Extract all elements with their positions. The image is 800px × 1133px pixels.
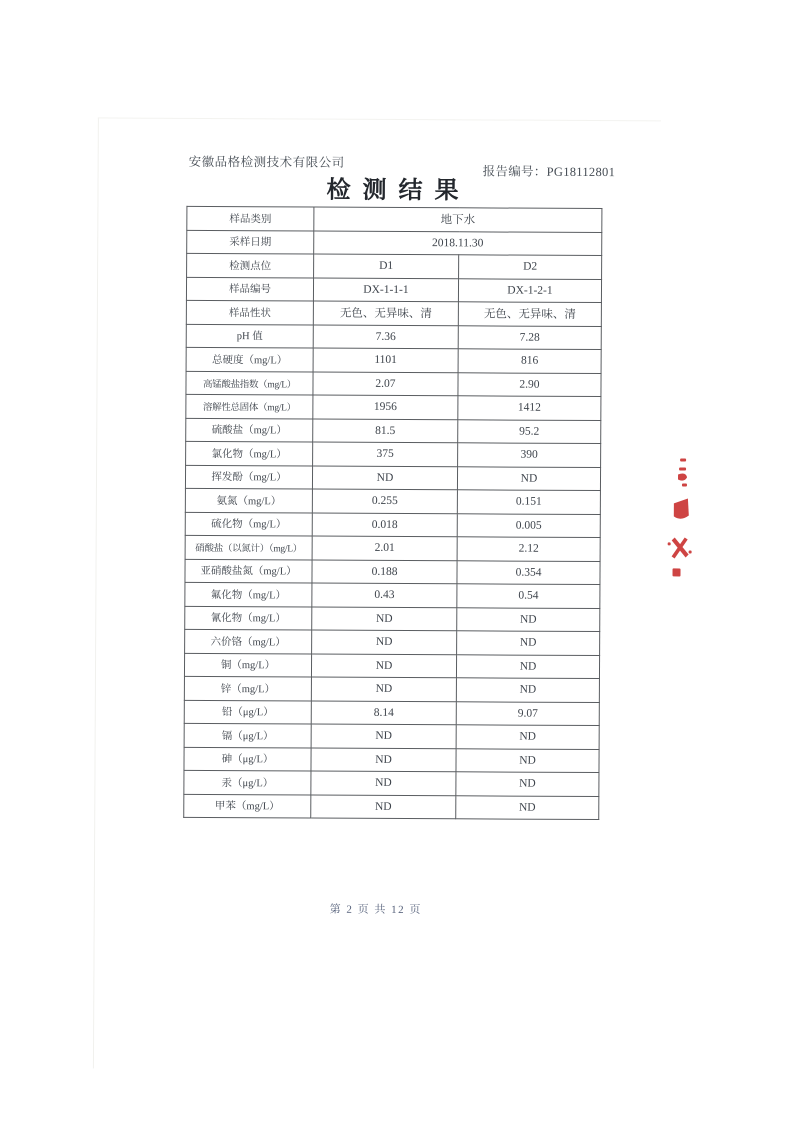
table-row xyxy=(184,770,599,796)
table-row xyxy=(186,277,601,303)
row-label: 砷（μg/L） xyxy=(184,747,311,771)
table-row xyxy=(185,559,600,585)
row-value-d1: 375 xyxy=(313,442,458,466)
row-value-d1: D1 xyxy=(314,254,459,278)
row-label: 采样日期 xyxy=(187,230,314,254)
row-value-d2: 0.354 xyxy=(457,560,600,584)
row-value-d2: ND xyxy=(456,748,599,772)
row-value-d1: ND xyxy=(312,630,457,654)
row-value-d2: 0.54 xyxy=(457,584,600,608)
row-label: 镉（μg/L） xyxy=(184,723,311,747)
row-value-d1: 0.018 xyxy=(312,513,457,537)
row-value-d2: 0.151 xyxy=(457,490,600,514)
row-value-d1: ND xyxy=(311,724,456,748)
table-row xyxy=(184,794,599,820)
row-value-d1: 7.36 xyxy=(313,325,458,349)
row-value-merged: 地下水 xyxy=(314,207,602,232)
row-label: 样品编号 xyxy=(186,277,313,301)
row-value-d1: 0.188 xyxy=(312,560,457,584)
row-label: 样品性状 xyxy=(186,300,313,324)
row-value-d1: ND xyxy=(311,748,456,772)
row-value-d1: 0.255 xyxy=(312,489,457,513)
table-row xyxy=(186,394,601,420)
row-value-d2: 7.28 xyxy=(458,325,601,349)
row-value-d1: ND xyxy=(311,677,456,701)
row-label: 总硬度（mg/L） xyxy=(186,347,313,371)
row-value-d1: 2.07 xyxy=(313,372,458,396)
row-value-d1: 2.01 xyxy=(312,536,457,560)
row-value-d2: 95.2 xyxy=(458,419,601,443)
row-label: 硫酸盐（mg/L） xyxy=(186,418,313,442)
row-label: 高锰酸盐指数（mg/L） xyxy=(186,371,313,395)
row-value-d1: ND xyxy=(311,795,456,819)
row-label: 溶解性总固体（mg/L） xyxy=(186,394,313,418)
table-row xyxy=(185,512,600,538)
table-row xyxy=(185,535,600,561)
row-label: 甲苯（mg/L） xyxy=(184,794,311,818)
row-value-d1: 8.14 xyxy=(311,701,456,725)
table-row xyxy=(185,488,600,514)
table-row xyxy=(186,418,601,444)
row-value-d2: ND xyxy=(456,678,599,702)
row-value-d2: 816 xyxy=(458,349,601,373)
row-value-d2: ND xyxy=(457,631,600,655)
row-value-d1: 0.43 xyxy=(312,583,457,607)
row-label: 六价铬（mg/L） xyxy=(185,629,312,653)
company-name: 安徽品格检测技术有限公司 xyxy=(188,154,345,170)
row-value-d2: ND xyxy=(457,607,600,631)
table-row xyxy=(185,465,600,491)
row-value-d1: 1956 xyxy=(313,395,458,419)
row-label: 铅（μg/L） xyxy=(184,700,311,724)
table-row xyxy=(185,629,600,655)
row-value-d2: 1412 xyxy=(458,396,601,420)
table-row xyxy=(184,676,599,702)
row-label: 硫化物（mg/L） xyxy=(185,512,312,536)
row-value-d2: 2.12 xyxy=(457,537,600,561)
row-value-d2: ND xyxy=(456,795,599,819)
table-row xyxy=(187,206,602,232)
table-row xyxy=(184,723,599,749)
row-label: 亚硝酸盐氮（mg/L） xyxy=(185,559,312,583)
report-number-label: 报告编号： xyxy=(482,164,547,179)
row-value-d2: D2 xyxy=(459,255,602,279)
row-label: 硝酸盐（以氮计）（mg/L） xyxy=(185,535,312,559)
table-row xyxy=(186,324,601,350)
row-value-d1: 1101 xyxy=(313,348,458,372)
row-label: 锌（mg/L） xyxy=(184,676,311,700)
row-value-d2: 390 xyxy=(458,443,601,467)
table-row xyxy=(186,441,601,467)
row-value-d2: ND xyxy=(456,725,599,749)
row-value-d1: ND xyxy=(312,466,457,490)
table-row xyxy=(184,653,599,679)
row-label: 铜（mg/L） xyxy=(184,653,311,677)
row-value-merged: 2018.11.30 xyxy=(314,231,602,256)
report-number-value: PG18112801 xyxy=(546,164,616,180)
page-title: 检 测 结 果 xyxy=(326,177,462,205)
row-label: 挥发酚（mg/L） xyxy=(185,465,312,489)
table-row xyxy=(185,582,600,608)
row-label: 氰化物（mg/L） xyxy=(185,606,312,630)
row-label: 氯化物（mg/L） xyxy=(186,441,313,465)
row-value-d1: ND xyxy=(311,771,456,795)
row-value-d2: ND xyxy=(456,772,599,796)
row-value-d2: 无色、无异味、清 xyxy=(458,302,601,326)
row-value-d2: 9.07 xyxy=(456,701,599,725)
red-stamp-fragment xyxy=(663,445,694,585)
table-row xyxy=(185,606,600,632)
row-value-d2: ND xyxy=(457,466,600,490)
results-table xyxy=(183,206,602,820)
row-value-d2: DX-1-2-1 xyxy=(458,278,601,302)
row-value-d1: 81.5 xyxy=(313,419,458,443)
row-label: 汞（μg/L） xyxy=(184,770,311,794)
row-value-d1: ND xyxy=(311,654,456,678)
row-label: 检测点位 xyxy=(187,253,314,277)
table-row xyxy=(186,371,601,397)
table-row xyxy=(187,230,602,256)
row-label: 氨氮（mg/L） xyxy=(185,488,312,512)
table-row xyxy=(184,747,599,773)
row-value-d1: 无色、无异味、清 xyxy=(313,301,458,325)
table-row xyxy=(184,700,599,726)
row-value-d1: DX-1-1-1 xyxy=(313,278,458,302)
row-label: 氟化物（mg/L） xyxy=(185,582,312,606)
table-row xyxy=(186,300,601,326)
row-value-d2: 2.90 xyxy=(458,372,601,396)
row-value-d2: ND xyxy=(456,654,599,678)
row-value-d2: 0.005 xyxy=(457,513,600,537)
table-row xyxy=(187,253,602,279)
row-label: 样品类别 xyxy=(187,206,314,230)
table-row xyxy=(186,347,601,373)
row-label: pH 值 xyxy=(186,324,313,348)
page-footer: 第 2 页 共 12 页 xyxy=(329,903,422,917)
row-value-d1: ND xyxy=(312,607,457,631)
